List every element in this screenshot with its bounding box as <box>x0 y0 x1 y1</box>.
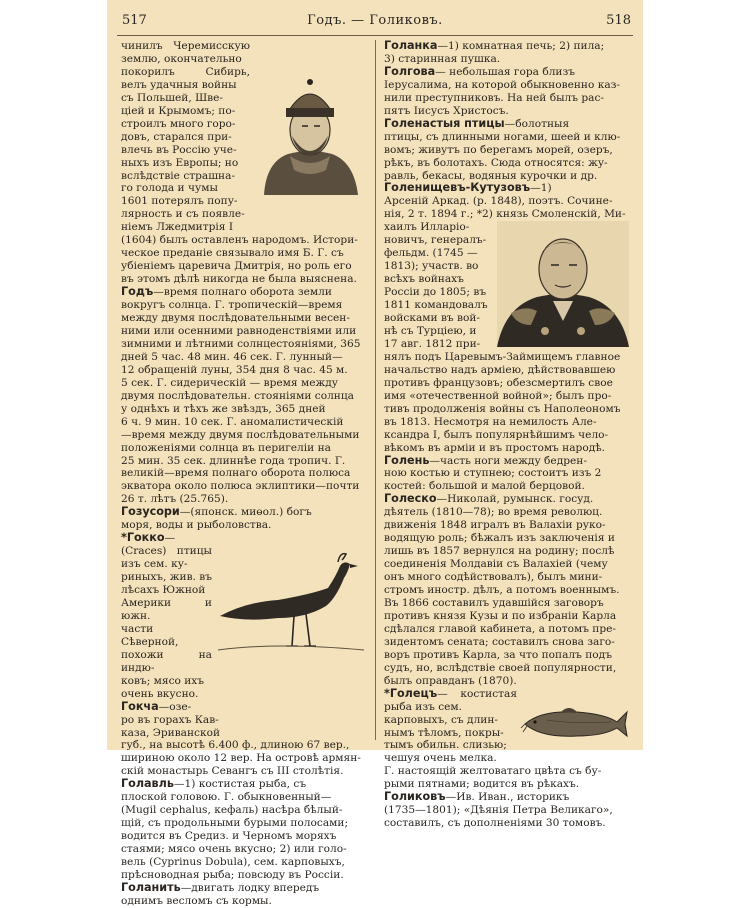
line: соединенія Молдавіи съ Валахіей (чему <box>384 558 608 571</box>
line: —Николай, румынск. госуд. <box>436 493 594 506</box>
entry-golgofa <box>384 66 629 118</box>
dictionary-page <box>107 0 643 907</box>
line: хаилъ Илларіо- <box>384 221 470 234</box>
line: — костистая рыба изъ сем. <box>384 687 517 713</box>
line: ковъ; мясо ихъ <box>121 674 205 687</box>
line: положеніями солнца въ перигеліи на <box>121 441 331 454</box>
tsar-portrait <box>254 70 366 195</box>
line: противъ французовъ; обезсмертилъ свое <box>384 376 613 389</box>
entry-gokko <box>121 532 366 700</box>
line: —(японск. миөол.) богъ <box>179 506 312 519</box>
entry-golanka <box>384 40 629 66</box>
line: въ 1813. Несмотря на немилость Але- <box>384 415 597 428</box>
line: судъ, но, вслѣдствіе своей популярности, <box>384 661 617 674</box>
line: нія, 2 т. 1894 г.; *2) князь Смоленскій, Ми- <box>384 208 626 221</box>
line: карповыхъ, съ длин- <box>384 713 498 726</box>
headword: Гокча <box>121 699 159 713</box>
line: чешуя очень мелка. <box>384 752 497 765</box>
line: новичъ, генералъ- <box>384 234 487 247</box>
entry-golesko <box>384 493 629 687</box>
line: однимъ весломъ съ кормы. <box>121 894 272 907</box>
line: губ., на высотѣ 6.400 ф., длиною 67 вер., <box>121 739 350 752</box>
line: вомъ; живутъ по берегамъ морей, озеръ, <box>384 143 613 156</box>
line: фельдм. (1745 — <box>384 247 478 260</box>
line: каза, Эриванской <box>121 726 221 739</box>
line: —время полнаго оборота земли <box>153 286 332 299</box>
line: 6 ч. 9 мин. 10 сек. Г. аномалистическій <box>121 415 344 428</box>
line: въ этомъ дѣлѣ никогда не была выяснена. <box>121 273 357 286</box>
line: влечь въ Россію уче- <box>121 143 237 156</box>
headword: Голень <box>384 453 430 467</box>
line: части Сѣверной, <box>121 622 179 648</box>
headword: Голанить <box>121 880 181 894</box>
line: пятъ Іисусъ Христосъ. <box>384 104 509 117</box>
line: всѣхъ войнахъ <box>384 273 464 286</box>
line: строилъ много горо- <box>121 117 236 130</box>
line: дней 5 час. 48 мин. 46 сек. Г. лунный— <box>121 350 343 363</box>
line: водящую роль; бѣжалъ изъ заключенія и <box>384 532 615 545</box>
line: онъ много содѣйствовалъ), былъ мини- <box>384 571 603 584</box>
line: костей: большой и малой берцовой. <box>384 480 585 493</box>
line: плоской головою. Г. обыкновенный— <box>121 791 332 804</box>
line: Америки и южн. <box>121 596 212 622</box>
line: между двумя послѣдовательными весен- <box>121 312 350 325</box>
line: зидентомъ сената; составилъ снова заго- <box>384 635 615 648</box>
entry-golen <box>384 455 629 494</box>
line: щій, съ продольными бурыми полосами; <box>121 817 349 830</box>
entry-golanit <box>121 882 366 908</box>
line: покорилъ Сибирь, велъ удачныя войны <box>121 65 250 91</box>
entry-kutuzov <box>384 182 629 454</box>
line: нили преступниковъ. На ней былъ рас- <box>384 91 604 104</box>
line: 1813); участв. во <box>384 260 479 273</box>
line: вокругъ солнца. Г. тропическій—время <box>121 299 343 312</box>
line: ксандра I, былъ популярнѣйшимъ чело- <box>384 428 609 441</box>
line: ныхъ изъ Европы; но <box>121 156 239 169</box>
page-number-right: 518 <box>606 13 631 28</box>
line: Іерусалима, на которой обыкновенно каз- <box>384 78 621 91</box>
headword: Голанка <box>384 39 438 52</box>
line: ро въ горахъ Кав- <box>121 713 219 726</box>
line: Арсеній Аркад. (р. 1848), поэтъ. Сочине- <box>384 195 613 208</box>
line: двумя послѣдовательн. стояніями солнца <box>121 389 354 402</box>
headword: *Гокко <box>121 531 165 545</box>
line: ніемъ Лжедмитрія I <box>121 221 234 234</box>
entry-golavl <box>121 778 366 882</box>
line: у однѣхъ и тѣхъ же звѣздъ, 365 дней <box>121 402 326 415</box>
line: —(Craces) птицы изъ сем. ку- <box>121 532 212 571</box>
line: —1) костистая рыба, съ <box>173 778 307 791</box>
line: рыми пятнами; водится въ рѣкахъ. <box>384 778 580 791</box>
line: моря, воды и рыболовства. <box>121 519 272 532</box>
line: —озе- <box>158 700 192 713</box>
headword: Голиковъ <box>384 790 446 804</box>
line: имя «отечественной войной»; былъ про- <box>384 389 612 402</box>
headword: Голавль <box>121 777 174 791</box>
line: (1604) былъ оставленъ народомъ. Истори- <box>121 234 358 247</box>
entry-god <box>121 286 366 506</box>
line: —двигать лодку впередъ <box>180 881 320 894</box>
line: чинилъ Черемисскую землю, окончательно <box>121 40 250 65</box>
line: —1) <box>530 182 552 195</box>
line: съ Польшей, Шве- <box>121 91 223 104</box>
line: экватора около полюса эклиптики—почти <box>121 480 360 493</box>
line: — небольшая гора близъ <box>435 65 576 78</box>
entry-gozusori <box>121 506 366 532</box>
line: 3) старинная пушка. <box>384 52 501 65</box>
headword: Голенищевъ-Кутузовъ <box>384 181 531 195</box>
line: тымъ обильн. слизью; <box>384 739 507 752</box>
headword: Годъ <box>121 285 154 299</box>
line: —1) комнатная печь; 2) пила; <box>437 40 605 52</box>
line: скій монастырь Севангъ съ III столѣтія. <box>121 765 344 778</box>
headword: *Голецъ <box>384 686 438 700</box>
line: лярность и съ появле- <box>121 208 245 221</box>
line: дѣятель (1810—78); во время революц. <box>384 506 603 519</box>
gokko-bird-illustration <box>216 546 366 654</box>
line: стромъ иностр. дѣлъ, а потомъ военнымъ. <box>384 584 620 597</box>
entry-golikov <box>384 791 629 830</box>
column-divider <box>375 40 376 740</box>
line: сдѣлался главой кабинета, а потомъ пре- <box>384 622 616 635</box>
line: противъ князя Кузы и по избраніи Карла <box>384 609 617 622</box>
line: 5 сек. Г. сидерическій — время между <box>121 376 338 389</box>
line: нялъ подъ Царевымъ-Займищемъ главное <box>384 350 621 363</box>
header-rule <box>117 35 633 36</box>
line: ческое преданіе связывало имя Б. Г. съ <box>121 247 344 260</box>
line: —Ив. Иван., историкъ <box>445 791 570 804</box>
line: похожи на индю- <box>121 648 212 674</box>
line: воръ противъ Карла, за что попалъ подъ <box>384 648 612 661</box>
line: (Mugil cephalus, кефаль) насѣра бѣлый- <box>121 804 343 817</box>
line: 26 т. лѣтъ (25.765). <box>121 493 229 506</box>
line: водится въ Средиз. и Черномъ моряхъ <box>121 830 337 843</box>
golets-fish-illustration <box>521 702 629 744</box>
line: го голода и чумы <box>121 182 218 195</box>
line: лѣсахъ Южной <box>121 584 206 597</box>
line: былъ оправданъ (1870). <box>384 674 517 687</box>
line: Россіи до 1805; въ <box>384 286 487 299</box>
line: Въ 1866 составилъ удавшійся заговоръ <box>384 596 604 609</box>
line: (1735—1801); «Дѣянія Петра Великаго», <box>384 804 613 817</box>
headword: Голеско <box>384 492 437 506</box>
line: Г. настоящій желтоватаго цвѣта съ бу- <box>384 765 602 778</box>
line: зимними и лѣтними солнцестояніями, 365 <box>121 337 361 350</box>
line: ною костью и ступнею; состоитъ изъ 2 <box>384 467 602 480</box>
line: великій—время полнаго оборота полюса <box>121 467 351 480</box>
line: —время между двумя послѣдовательными <box>121 428 360 441</box>
running-head: Годъ. — Голиковъ. <box>307 13 443 28</box>
line: ціей и Крымомъ; по- <box>121 104 236 117</box>
line: войсками въ вой- <box>384 312 480 325</box>
line: нымъ тѣломъ, покры- <box>384 726 504 739</box>
right-column <box>384 39 629 830</box>
line: нѣ съ Турціею, и <box>384 324 477 337</box>
kutuzov-portrait <box>497 221 629 347</box>
line: убіеніемъ царевича Дмитрія, но роль его <box>121 260 352 273</box>
line: 17 авг. 1812 при- <box>384 337 481 350</box>
line: ними или осенними равноденствіями или <box>121 324 357 337</box>
line: вель (Cyprinus Dobula), сем. карповыхъ, <box>121 856 345 869</box>
left-column <box>121 40 366 907</box>
line: вслѣдствіе страшна- <box>121 169 236 182</box>
line: 1811 командовалъ <box>384 299 488 312</box>
line: составилъ, съ дополненіями 30 томовъ. <box>384 817 606 830</box>
entry-golenastye-ptitsy <box>384 118 629 183</box>
headword: Гозусори <box>121 505 180 519</box>
line: 25 мин. 35 сек. длиннѣе года тропич. Г. <box>121 454 346 467</box>
headword: Голгова <box>384 64 436 78</box>
page-number-left: 517 <box>122 13 147 28</box>
entry-gokcha <box>121 701 366 779</box>
line: лишь въ 1857 вернулся на родину; послѣ <box>384 545 615 558</box>
line: очень вкусно. <box>121 687 199 700</box>
entry-golets <box>384 688 629 792</box>
line: птицы, съ длинными ногами, шеей и клю- <box>384 130 621 143</box>
line: движенія 1848 игралъ въ Валахіи руко- <box>384 519 606 532</box>
headword: Голенастыя птицы <box>384 116 505 130</box>
line: довъ, старался при- <box>121 130 232 143</box>
line: начальство надъ арміею, дѣйствовавшею <box>384 363 616 376</box>
line: риныхъ, жив. въ <box>121 571 212 584</box>
line: рѣкъ, въ болотахъ. Сюда относятся: жу- <box>384 156 608 169</box>
line: —часть ноги между бедрен- <box>429 454 587 467</box>
line: равль, бекасы, водяныя курочки и др. <box>384 169 598 182</box>
line: 12 обращеній луны, 354 дня 8 час. 45 м. <box>121 363 348 376</box>
line: прѣсноводная рыба; повсюду въ Россіи. <box>121 869 344 881</box>
line: вѣкомъ въ арміи и въ простомъ народѣ. <box>384 441 605 454</box>
line: 1601 потерялъ попу- <box>121 195 238 208</box>
line: тивъ продолженія войны съ Наполеономъ <box>384 402 621 415</box>
line: стаями; мясо очень вкусно; 2) или голо- <box>121 843 347 856</box>
line: шириною около 12 вер. На островѣ армян- <box>121 752 361 765</box>
line: —болотныя <box>504 117 570 130</box>
